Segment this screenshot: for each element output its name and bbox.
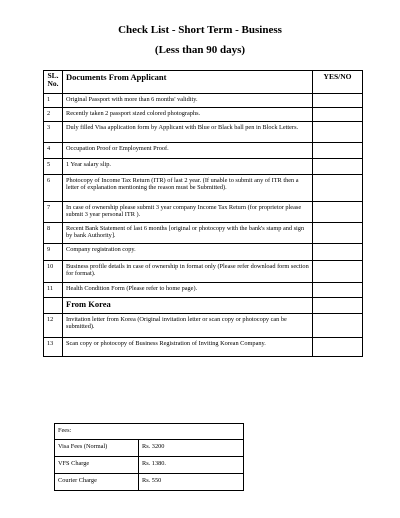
row-number: 2	[44, 108, 63, 122]
row-number: 9	[44, 244, 63, 261]
document-item: Business profile details in case of ownership in format only (Please refer download form section for format).	[63, 261, 313, 283]
documents-header: Documents From Applicant	[63, 71, 313, 94]
fees-header: Fees:	[55, 424, 244, 440]
table-row	[44, 202, 363, 223]
row-number: 13	[44, 338, 63, 357]
document-item: Occupation Proof or Employment Proof.	[63, 143, 313, 159]
yes-no-header: YES/NO	[313, 71, 363, 94]
yes-no-cell[interactable]	[313, 223, 363, 244]
yes-no-cell[interactable]	[313, 94, 363, 108]
row-number: 8	[44, 223, 63, 244]
row-number: 7	[44, 202, 63, 223]
row-number: 3	[44, 122, 63, 143]
yes-no-cell[interactable]	[313, 202, 363, 223]
fee-label: VFS Charge	[55, 457, 139, 474]
row-number: 12	[44, 314, 63, 338]
fee-label: Courier Charge	[55, 474, 139, 491]
yes-no-cell[interactable]	[313, 283, 363, 298]
document-item: Recently taken 2 passport sized colored photographs.	[63, 108, 313, 122]
row-number: 11	[44, 283, 63, 298]
table-row	[44, 244, 363, 261]
document-item: Scan copy or photocopy of Business Registration of Inviting Korean Company.	[63, 338, 313, 357]
section-empty-cell	[44, 298, 63, 314]
document-item: Recent Bank Statement of last 6 months [original or photocopy with the bank's stamp and sign by bank Authority].	[63, 223, 313, 244]
fee-value: Rs. 1380.	[139, 457, 244, 474]
table-row	[44, 159, 363, 175]
yes-no-cell[interactable]	[313, 108, 363, 122]
yes-no-cell[interactable]	[313, 314, 363, 338]
fee-row	[55, 474, 244, 491]
row-number: 5	[44, 159, 63, 175]
fees-table	[54, 423, 244, 491]
table-row	[44, 108, 363, 122]
fee-value: Rs. 3200	[139, 440, 244, 457]
yes-no-cell[interactable]	[313, 122, 363, 143]
document-item: In case of ownership please submit 3 year company Income Tax Return (for proprietor please submit 3 year personal ITR ).	[63, 202, 313, 223]
sl-no-header: SL. No.	[44, 71, 63, 94]
table-row	[44, 94, 363, 108]
yes-no-cell[interactable]	[313, 244, 363, 261]
fee-row	[55, 440, 244, 457]
table-row	[44, 143, 363, 159]
checklist-table	[43, 70, 363, 357]
row-number: 1	[44, 94, 63, 108]
document-item: Original Passport with more than 6 months' validity.	[63, 94, 313, 108]
section-empty-cell	[313, 298, 363, 314]
fee-value: Rs. 550	[139, 474, 244, 491]
section-heading-korea: From Korea	[63, 298, 313, 314]
table-row	[44, 338, 363, 357]
document-item: Health Condition Form (Please refer to home page).	[63, 283, 313, 298]
row-number: 10	[44, 261, 63, 283]
section-row-korea	[44, 298, 363, 314]
document-item: Company registration copy.	[63, 244, 313, 261]
fees-header-row	[55, 424, 244, 440]
yes-no-cell[interactable]	[313, 143, 363, 159]
row-number: 4	[44, 143, 63, 159]
yes-no-cell[interactable]	[313, 175, 363, 202]
table-row	[44, 223, 363, 244]
document-item: Invitation letter from Korea (Original invitation letter or scan copy or photocopy can be submitted).	[63, 314, 313, 338]
table-row	[44, 283, 363, 298]
yes-no-cell[interactable]	[313, 261, 363, 283]
yes-no-cell[interactable]	[313, 338, 363, 357]
table-row	[44, 314, 363, 338]
document-item: 1 Year salary slip.	[63, 159, 313, 175]
table-row	[44, 175, 363, 202]
checklist-header-row	[44, 71, 363, 94]
row-number: 6	[44, 175, 63, 202]
document-item: Duly filled Visa application form by Applicant with Blue or Black ball pen in Block Letters.	[63, 122, 313, 143]
table-row	[44, 122, 363, 143]
page-title: Check List - Short Term - Business	[118, 24, 282, 36]
document-item: Photocopy of Income Tax Return (ITR) of last 2 year. (If unable to submit any of ITR then a letter of explanation mentioning the reason must be Submitted).	[63, 175, 313, 202]
fee-row	[55, 457, 244, 474]
page-subtitle: (Less than 90 days)	[154, 44, 246, 56]
table-row	[44, 261, 363, 283]
yes-no-cell[interactable]	[313, 159, 363, 175]
fee-label: Visa Fees (Normal)	[55, 440, 139, 457]
